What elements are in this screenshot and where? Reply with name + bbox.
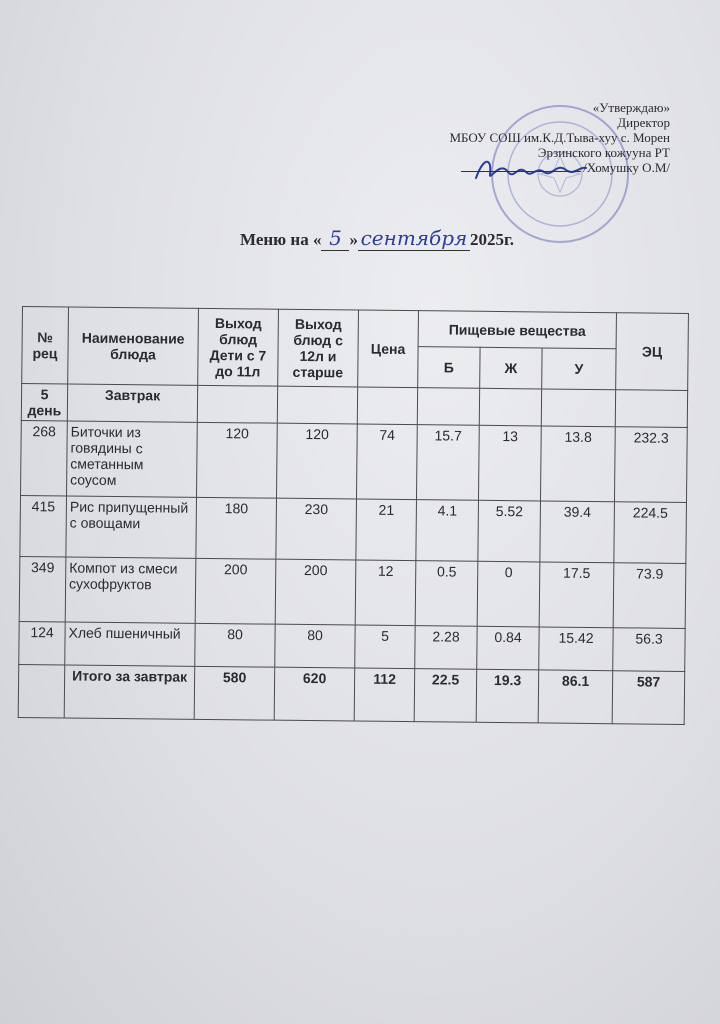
header-nutrients: Пищевые вещества (418, 311, 616, 349)
menu-title-mid: » (349, 230, 358, 249)
row-zh: 5.52 (478, 500, 541, 562)
row-rec: 349 (19, 556, 66, 621)
row-out-older: 230 (276, 498, 357, 560)
section-day: 5 день (21, 384, 67, 421)
row-price: 12 (355, 560, 416, 626)
row-ec: 224.5 (614, 502, 687, 564)
header-zh: Ж (480, 347, 542, 389)
header-price: Цена (358, 310, 419, 388)
row-out-children: 200 (195, 558, 276, 624)
row-b: 15.7 (416, 425, 479, 501)
row-out-older: 80 (275, 624, 355, 668)
row-u: 15.42 (539, 627, 613, 671)
approval-heading: «Утверждаю» (592, 100, 670, 115)
row-out-children: 180 (196, 497, 277, 559)
menu-year: 2025г. (469, 230, 515, 249)
row-rec: 124 (19, 621, 65, 664)
row-zh: 13 (478, 425, 541, 501)
total-b: 22.5 (414, 669, 477, 723)
row-out-older: 120 (277, 423, 358, 499)
header-out-older: Выход блюд с 12л и старше (278, 309, 359, 387)
header-ec: ЭЦ (616, 313, 689, 391)
row-rec: 268 (21, 420, 68, 495)
header-b: Б (418, 347, 480, 389)
row-ec: 56.3 (613, 628, 685, 672)
approval-school: МБОУ СОШ им.К.Д.Тыва-хуу с. Морен (449, 130, 670, 145)
row-out-older: 200 (275, 559, 356, 625)
row-price: 21 (356, 499, 417, 561)
approval-position: Директор (617, 115, 670, 130)
total-price: 112 (354, 668, 415, 722)
row-price: 74 (356, 424, 417, 500)
header-out-children: Выход блюд Дети с 7 до 11л (198, 308, 279, 386)
row-dish-name: Биточки из говядины с сметанным соусом (67, 421, 198, 497)
approval-region: Эрзинского кожууна РТ (537, 145, 670, 160)
row-dish-name: Хлеб пшеничный (65, 622, 195, 666)
total-u: 86.1 (538, 670, 613, 724)
approval-block (449, 100, 670, 175)
header-u: У (542, 348, 616, 390)
header-name: Наименование блюда (68, 307, 199, 385)
row-out-children: 120 (197, 422, 278, 498)
row-u: 13.8 (540, 426, 615, 502)
row-dish-name: Рис припущенный с овощами (66, 496, 197, 558)
table-row (20, 495, 687, 563)
table-row (21, 420, 688, 502)
menu-title (240, 226, 514, 251)
section-meal: Завтрак (67, 384, 197, 422)
approval-signature-line (449, 160, 670, 175)
row-ec: 232.3 (614, 427, 687, 503)
table-row (19, 556, 686, 628)
total-row (18, 664, 685, 724)
row-out-children: 80 (195, 623, 275, 667)
total-out-children: 580 (194, 666, 275, 720)
total-out-older: 620 (274, 667, 355, 721)
approval-director-name: /Хомушку О.М/ (583, 160, 670, 175)
total-ec: 587 (612, 671, 685, 725)
total-label: Итого за завтрак (64, 665, 195, 719)
total-zh: 19.3 (476, 669, 539, 723)
row-zh: 0 (477, 561, 540, 627)
row-ec: 73.9 (613, 563, 686, 629)
table-row (19, 621, 685, 671)
header-rec: № рец (22, 307, 69, 384)
row-b: 2.28 (415, 626, 477, 670)
row-rec: 415 (20, 495, 67, 556)
row-dish-name: Компот из смеси сухофруктов (65, 557, 196, 623)
row-price: 5 (355, 625, 415, 669)
menu-table (18, 306, 689, 725)
menu-month: сентября (358, 226, 470, 251)
row-b: 4.1 (416, 500, 479, 562)
menu-title-prefix: Меню на « (240, 230, 322, 249)
row-zh: 0.84 (477, 626, 539, 670)
row-u: 39.4 (540, 501, 615, 563)
row-b: 0.5 (415, 561, 478, 627)
menu-day: 5 (321, 226, 349, 251)
table-header-row (22, 307, 688, 350)
row-u: 17.5 (539, 562, 614, 628)
